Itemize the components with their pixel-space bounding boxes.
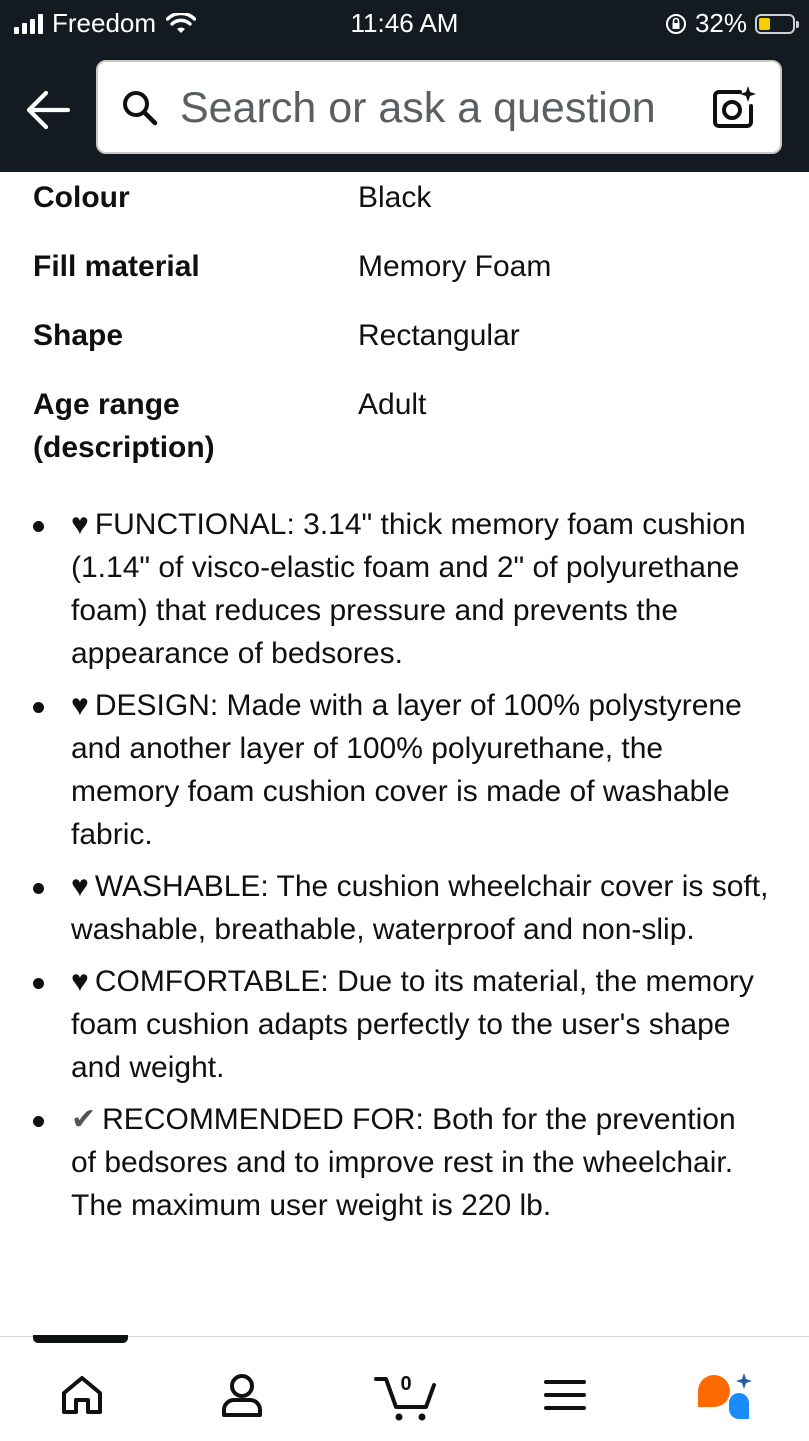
battery-percent: 32%: [694, 8, 747, 38]
top-bar: [0, 0, 809, 172]
bullet-dot: [33, 1116, 44, 1127]
status-bar: [0, 0, 809, 46]
heart-icon: ♥: [71, 965, 89, 998]
clock: 11:46 AM: [350, 8, 459, 38]
bullet-text: COMFORTABLE: Due to its material, the memory foam cushion adapts perfectly to the user's shape and weight.: [71, 965, 754, 1084]
bullet-text: FUNCTIONAL: 3.14" thick memory foam cushion (1.14" of visco-elastic foam and 2" of polyurethane foam) that reduces pressure and prevents the appearance of bedsores.: [71, 508, 746, 670]
list-item: [0, 684, 809, 856]
carrier-name: Freedom: [52, 8, 157, 38]
search-input[interactable]: [178, 80, 702, 136]
tab-account[interactable]: [212, 1365, 272, 1425]
bottom-tab-bar: [0, 1336, 809, 1441]
bullet-text: DESIGN: Made with a layer of 100% polystyrene and another layer of 100% polyurethane, the memory foam cushion cover is made of washable fabric.: [71, 689, 742, 851]
tab-home[interactable]: [52, 1365, 112, 1425]
tab-menu[interactable]: [535, 1365, 595, 1425]
attr-value: Adult: [358, 388, 427, 421]
attr-label: Age range (description): [33, 388, 215, 464]
attributes-table: [33, 176, 773, 469]
bullet-dot: [33, 521, 44, 532]
list-item: [0, 960, 809, 1089]
orientation-lock-icon: [665, 13, 687, 35]
camera-sparkle-icon[interactable]: [710, 84, 758, 132]
heart-icon: ♥: [71, 508, 89, 541]
back-arrow-icon[interactable]: [24, 88, 74, 132]
attr-row-colour: [33, 176, 773, 245]
status-right: [665, 8, 795, 39]
menu-icon: [543, 1377, 587, 1413]
heart-icon: ♥: [71, 689, 89, 722]
attr-value: Rectangular: [358, 319, 520, 352]
bullet-dot: [33, 702, 44, 713]
attr-row-shape: [33, 314, 773, 383]
attr-value: Black: [358, 181, 432, 214]
attr-label: Fill material: [33, 250, 200, 283]
heart-icon: ♥: [71, 870, 89, 903]
attr-row-age-range: [33, 383, 773, 469]
attr-value: Memory Foam: [358, 250, 552, 283]
bullet-dot: [33, 978, 44, 989]
list-item: [0, 865, 809, 951]
assistant-icon: [694, 1369, 754, 1421]
list-item: [0, 503, 809, 675]
list-item: [0, 1098, 809, 1227]
search-icon: [120, 88, 160, 128]
attr-row-fill-material: [33, 245, 773, 314]
attr-label: Shape: [33, 319, 124, 352]
battery-icon: [755, 14, 795, 34]
bullet-text: WASHABLE: The cushion wheelchair cover is soft, washable, breathable, waterproof and non-slip.: [71, 870, 769, 946]
search-bar[interactable]: [96, 60, 782, 154]
feature-bullets: [0, 503, 809, 1236]
cart-count: 0: [400, 1373, 412, 1395]
attr-label: Colour: [33, 181, 130, 214]
active-tab-indicator: [33, 1335, 128, 1343]
home-icon: [59, 1373, 105, 1417]
tab-assistant[interactable]: [694, 1365, 754, 1425]
bullet-dot: [33, 883, 44, 894]
bullet-text: RECOMMENDED FOR: Both for the prevention of bedsores and to improve rest in the wheelchair. The maximum user weight is 220 lb.: [71, 1103, 736, 1222]
account-icon: [220, 1372, 264, 1418]
tab-cart[interactable]: [374, 1365, 438, 1425]
checkmark-icon: ✔: [71, 1103, 97, 1136]
